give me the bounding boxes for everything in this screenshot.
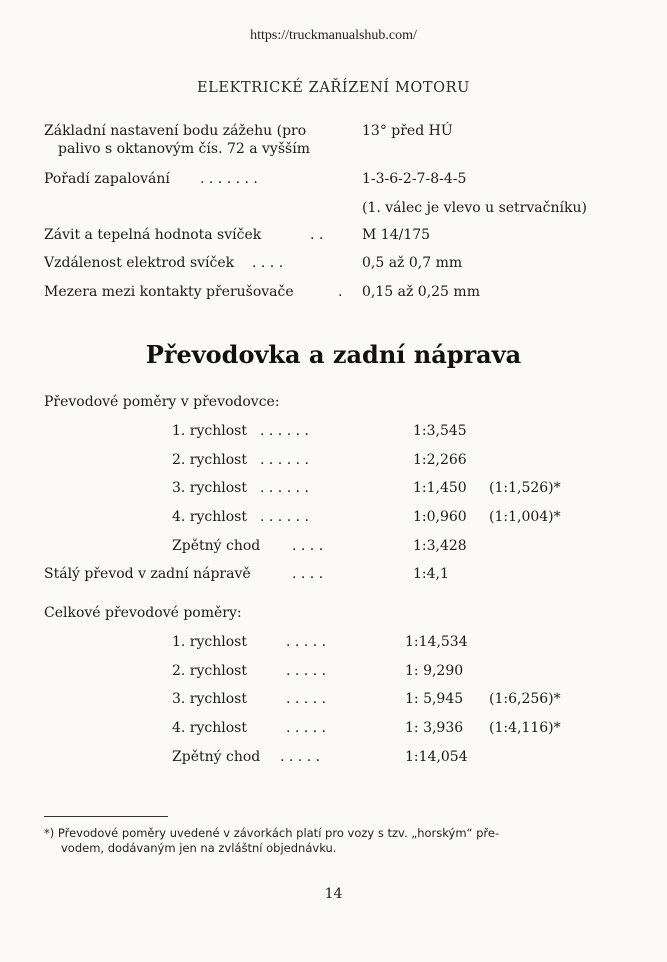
footnote-line: *) Převodové poměry uvedené v závorkách platí pro vozy s tzv. „horským“ pře- xyxy=(44,826,500,840)
gear-label: Zpětný chod xyxy=(172,749,261,765)
spec-label: Pořadí zapalování xyxy=(44,171,170,187)
gear-label: 4. rychlost xyxy=(172,509,247,525)
gear-leader-dots: . . . . . . xyxy=(260,452,309,468)
gearbox-row xyxy=(0,423,667,443)
gearbox-ratios-title: Převodové poměry v převodovce: xyxy=(44,394,280,410)
gear-label: 3. rychlost xyxy=(172,480,247,496)
spec-row-electrode-gap xyxy=(44,254,624,272)
spec-row-contact-gap xyxy=(44,283,624,301)
gear-label: 2. rychlost xyxy=(172,452,247,468)
footnote-line: vodem, dodávaným jen na zvláštní objednávku. xyxy=(61,841,337,855)
gear-ratio: 1:3,428 xyxy=(413,538,467,554)
section-title: ELEKTRICKÉ ZAŘÍZENÍ MOTORU xyxy=(197,80,470,96)
gear-label: 1. rychlost xyxy=(172,634,247,650)
gear-ratio: 1:0,960 xyxy=(413,509,467,525)
spec-label: Mezera mezi kontakty přerušovače xyxy=(44,284,294,300)
gear-ratio: 1:14,054 xyxy=(405,749,468,765)
gearbox-row xyxy=(0,480,667,500)
gear-ratio: 1:14,534 xyxy=(405,634,468,650)
gear-leader-dots: . . . . xyxy=(292,538,324,554)
overall-row xyxy=(0,691,667,711)
gear-ratio: 1:3,545 xyxy=(413,423,467,439)
final-drive-row xyxy=(0,566,667,586)
gear-label: Zpětný chod xyxy=(172,538,261,554)
gear-leader-dots: . . . . . xyxy=(286,634,327,650)
gearbox-row xyxy=(0,509,667,529)
source-url: https://truckmanualshub.com/ xyxy=(250,28,417,43)
gear-label: 3. rychlost xyxy=(172,691,247,707)
final-drive-leader-dots: . . . . xyxy=(292,566,324,582)
overall-row xyxy=(0,749,667,769)
final-drive-label: Stálý převod v zadní nápravě xyxy=(44,566,251,582)
footnote-rule xyxy=(44,816,168,817)
spec-value: 0,5 až 0,7 mm xyxy=(362,255,463,271)
gear-leader-dots: . . . . . xyxy=(286,720,327,736)
spec-label-continued: palivo s oktanovým čís. 72 a vyšším xyxy=(58,141,310,157)
gear-ratio: 1: 3,936 xyxy=(405,720,464,736)
gear-ratio: 1:1,450 xyxy=(413,480,467,496)
gear-ratio-alt: (1:1,004)* xyxy=(489,509,561,525)
spec-label: Vzdálenost elektrod svíček xyxy=(44,255,235,271)
gear-leader-dots: . . . . . xyxy=(280,749,321,765)
gear-ratio: 1:2,266 xyxy=(413,452,467,468)
gear-leader-dots: . . . . . . xyxy=(260,509,309,525)
gearbox-row xyxy=(0,538,667,558)
gear-leader-dots: . . . . . xyxy=(286,663,327,679)
overall-row xyxy=(0,663,667,683)
gear-label: 1. rychlost xyxy=(172,423,247,439)
gear-label: 4. rychlost xyxy=(172,720,247,736)
gear-ratio: 1: 9,290 xyxy=(405,663,464,679)
gear-leader-dots: . . . . . . xyxy=(260,423,309,439)
spec-label: Základní nastavení bodu zážehu (pro xyxy=(44,123,307,139)
spec-leader-dots: . xyxy=(338,284,343,300)
gearbox-row xyxy=(0,452,667,472)
spec-value: 0,15 až 0,25 mm xyxy=(362,284,480,300)
final-drive-ratio: 1:4,1 xyxy=(413,566,449,582)
gear-leader-dots: . . . . . . xyxy=(260,480,309,496)
overall-row xyxy=(0,634,667,654)
spec-label: Závit a tepelná hodnota svíček xyxy=(44,227,262,243)
spec-value: 1-3-6-2-7-8-4-5 xyxy=(362,171,467,187)
gear-ratio-alt: (1:6,256)* xyxy=(489,691,561,707)
overall-ratios-title: Celkové převodové poměry: xyxy=(44,605,242,621)
spec-row-firing-note xyxy=(44,199,624,217)
spec-value: M 14/175 xyxy=(362,227,431,243)
spec-leader-dots: . . . . . . . xyxy=(200,171,258,187)
gear-ratio-alt: (1:1,526)* xyxy=(489,480,561,496)
spec-leader-dots: . . xyxy=(310,227,324,243)
overall-row xyxy=(0,720,667,740)
spec-value: 13° před HÚ xyxy=(362,123,453,139)
spec-row-spark-plug-thread xyxy=(44,226,624,244)
gear-ratio: 1: 5,945 xyxy=(405,691,464,707)
spec-row-firing-order xyxy=(44,170,624,188)
gear-ratio-alt: (1:4,116)* xyxy=(489,720,561,736)
gear-label: 2. rychlost xyxy=(172,663,247,679)
page-number: 14 xyxy=(324,886,343,902)
gear-leader-dots: . . . . . xyxy=(286,691,327,707)
footnote xyxy=(44,826,604,856)
spec-row-ignition-timing xyxy=(44,122,624,158)
spec-value: (1. válec je vlevo u setrvačníku) xyxy=(362,200,587,216)
page-heading: Převodovka a zadní náprava xyxy=(145,340,522,369)
spec-leader-dots: . . . . xyxy=(252,255,284,271)
